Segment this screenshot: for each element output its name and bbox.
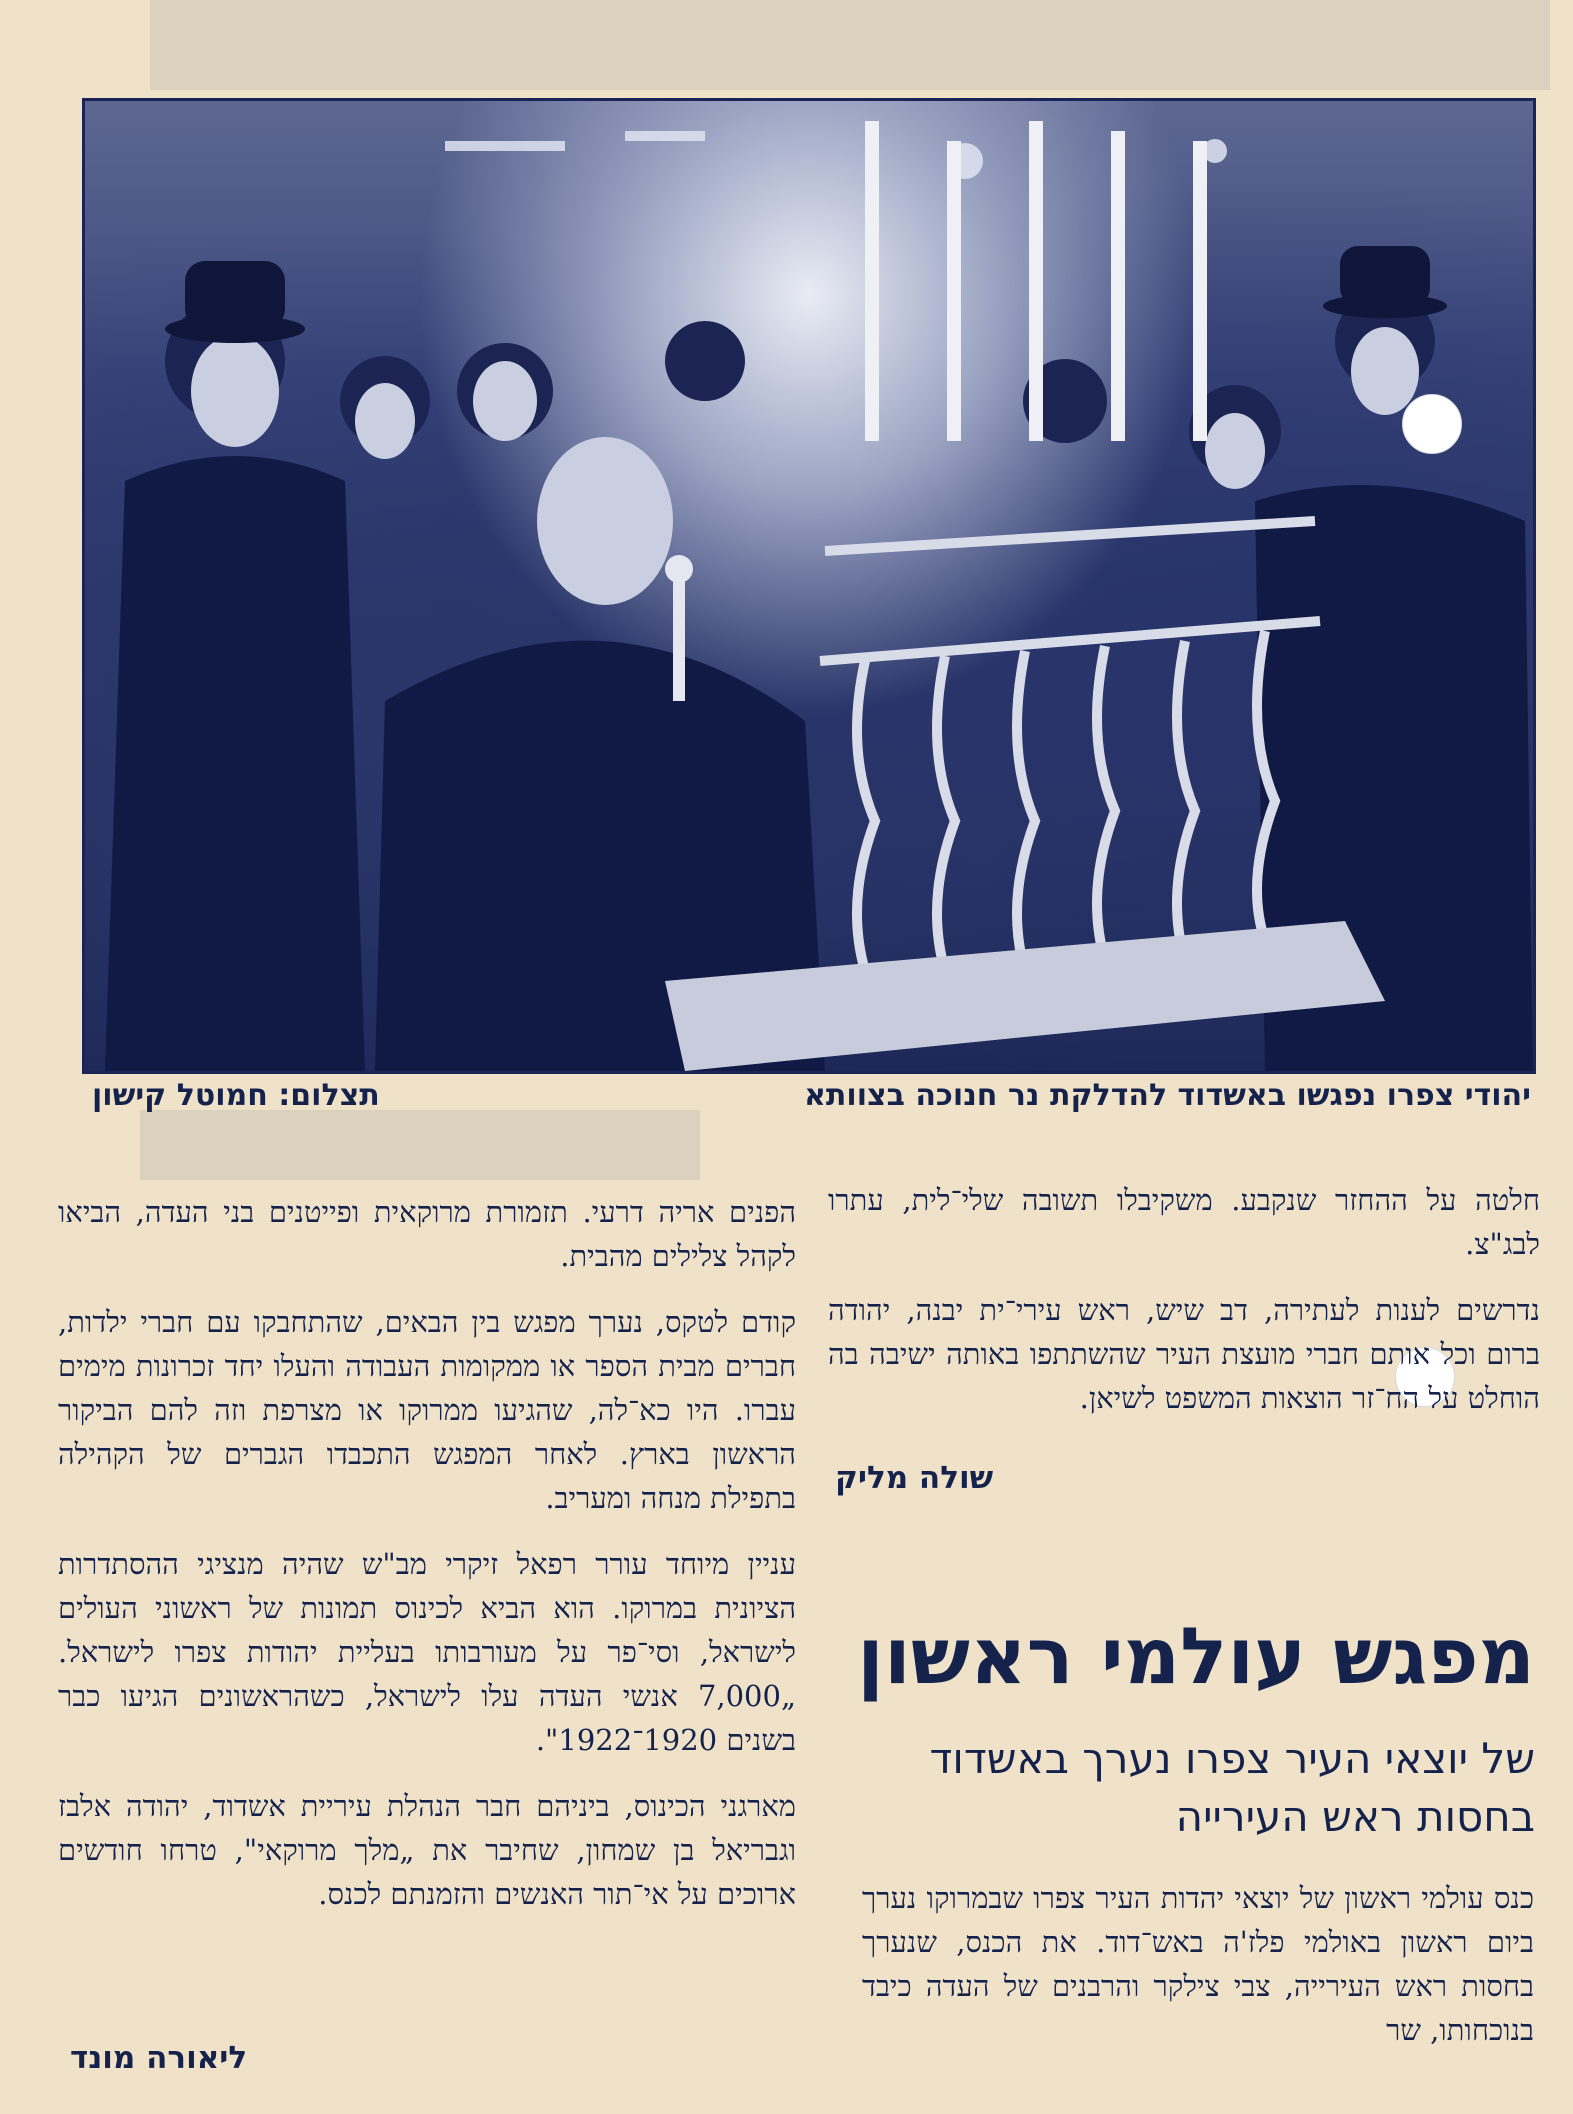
article-b-headline: מפגש עולמי ראשון (857, 1612, 1535, 1702)
article-b-continued (58, 1190, 796, 1938)
article-b-paragraph: קודם לטקס, נערך מפגש בין הבאים, שהתחבקו עם חברי ילדות, חברים מבית הספר או ממקומות העבודה והעלו יחד זכרונות מימים עברו. היו כא־לה, שהגיעו ממרוקו או מצרפת וזה להם הביקור הראשון בארץ. לאחר המפגש התכבדו הגברים של הקהילה בתפילת מנחה ומעריב. (58, 1305, 796, 1515)
hanukkah-photo (82, 98, 1536, 1074)
article-a-byline: שולה מליק (835, 1460, 994, 1496)
bleed-through-top (150, 0, 1550, 90)
article-b-subheadline: של יוצאי העיר צפרו נערך באשדוד בחסות ראש העירייה (929, 1734, 1535, 1841)
article-a-paragraph: חלטה על ההחזר שנקבע. משקיבלו תשובה שלי־לית, עתרו לבג"צ. (828, 1183, 1540, 1261)
hole-punch-top (1402, 394, 1462, 454)
article-a-body (828, 1178, 1540, 1442)
article-b-paragraph: הפנים אריה דרעי. תזמורת מרוקאית ופייטנים בני העדה, הביאו לקהל צלילים מהבית. (58, 1195, 796, 1273)
photo-illustration (85, 101, 1533, 1071)
bleed-through-middle (140, 1110, 700, 1180)
photo-caption: יהודי צפרו נפגשו באשדוד להדלקת נר חנוכה בצוותא (804, 1078, 1531, 1113)
article-a-paragraph: נדרשים לענות לעתירה, דב שיש, ראש עירי־ית יבנה, יהודה ברום וכל אותם חברי מועצת העיר שהשתתפו באותה ישיבה בה הוחלט על הח־זר הוצאות המשפט לשיאן. (828, 1293, 1540, 1415)
article-b-byline: ליאורה מונד (70, 2040, 248, 2076)
article-b-paragraph: מארגני הכינוס, ביניהם חבר הנהלת עיריית אשדוד, יהודה אלבז וגבריאל בן שמחון, שחיבר את „מלך מרוקאי", טרחו חודשים ארוכים על אי־תור האנשים והזמנתם לכנס. (58, 1789, 796, 1911)
article-b-paragraph: עניין מיוחד עורר רפאל זיקרי מב"ש שהיה מנציגי ההסתדרות הציונית במרוקו. הוא הביא לכינוס תמונות של ראשוני העולים לישראל, וסי־פר על מעורבותו בעליית יהודות צפרו לישראל. „7,000 אנשי העדה עלו לישראל, כשהראשונים הגיעו כבר בשנים 1920־1922". (58, 1547, 796, 1757)
article-b-lead (862, 1876, 1534, 2074)
photo-credit: תצלום: חמוטל קישון (92, 1078, 380, 1113)
article-b-lead-text: כנס עולמי ראשון של יוצאי יהדות העיר צפרו שבמרוקו נערך ביום ראשון באולמי פלז'ה באש־דוד. את הכנס, שנערך בחסות ראש העירייה, צבי צילקר והרבנים של העדה כיבד בנוכחותו, שר (862, 1881, 1534, 2047)
